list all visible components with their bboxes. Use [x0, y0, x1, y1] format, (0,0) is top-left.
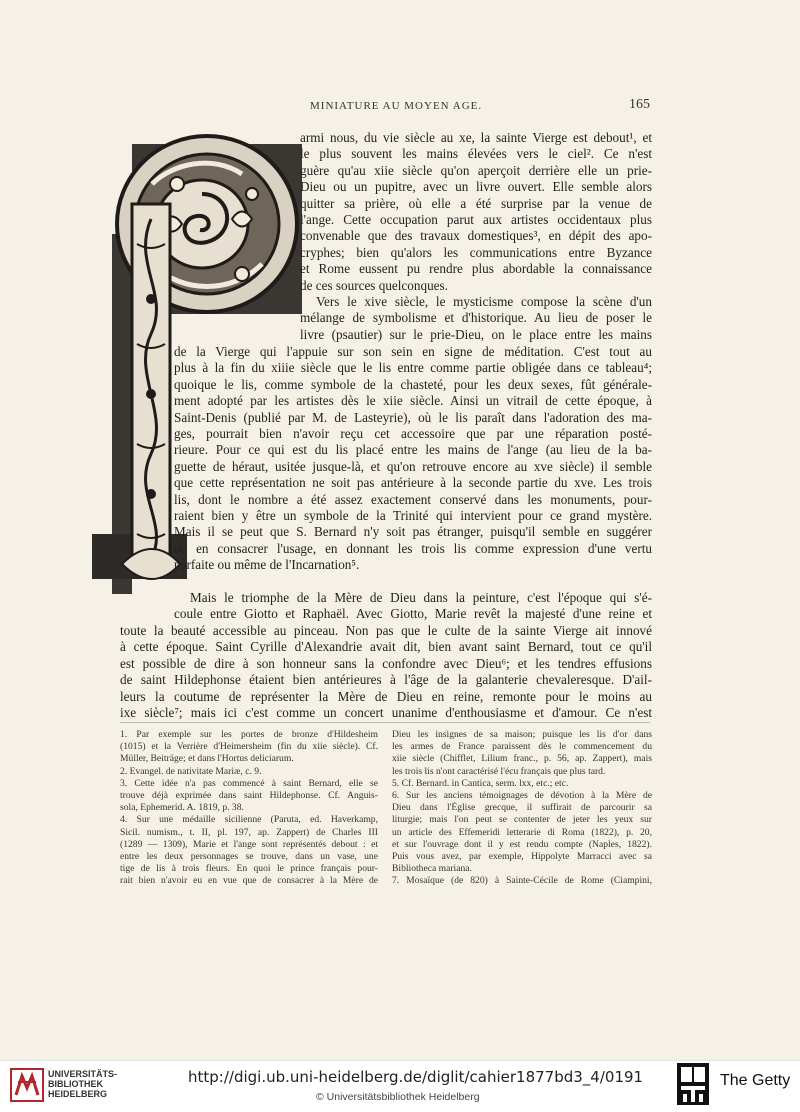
text-line: armi nous, du vie siècle au xe, la sainte Vierge est debout¹, et [300, 130, 652, 145]
text-line: Vers le xive siècle, le mysticisme compose la scène d'un [316, 294, 652, 309]
getty-label: The Getty [720, 1072, 791, 1089]
text-line: quoique le lis, comme symbole de la chasteté, pour les deux sexes, fût générale- [174, 376, 652, 392]
paragraph-3-continued [120, 623, 652, 721]
text-line: plus à la fin du xiiie siècle que le lis entre comme partie obligée dans ce tableau⁴; [174, 360, 652, 376]
text-line: toute la beauté accessible au pinceau. Non pas que le culte de la sainte Vierge ait innové [120, 623, 652, 638]
text-line: est possible de dire à son honneur sans la confondre avec Dieu⁶; et les tendres effusions [120, 655, 652, 671]
text-line: ment adopté par les artistes dès le xiie siècle. Ainsi un vitrail de cette époque, à [174, 393, 652, 409]
text-line: l'ange. Cette occupation parut aux artistes occidentaux plus [300, 212, 652, 228]
text-line: raient bien y être un symbole de la Trinité qui intervient pour ce grand mystère. [174, 508, 652, 524]
text-line: Saint-Denis (publié par M. de Lasteyrie), où le lis paraît dans l'adoration des ma- [174, 409, 652, 425]
footnote-line: et sur l'ouvrage dont il y est rendu compte (Naples, 1822). [392, 838, 652, 850]
footnote-line: 7. Mosaïque (de 820) à Sainte-Cécile de Rome (Ciampini, [392, 875, 652, 887]
text-line: Dieu ou un pupitre, avec un livre ouvert. Elle semble alors [300, 179, 652, 195]
library-name-line: UNIVERSITÄTS- [48, 1069, 118, 1079]
footnote-line: (1289 — 1309), Marie et l'ange sont représentés debout : et [120, 838, 378, 850]
text-line: livre (psautier) sur le prie-Dieu, on le place entre les mains [300, 326, 652, 342]
text-line: Mais le triomphe de la Mère de Dieu dans la peinture, c'est l'époque qui s'é- [190, 590, 652, 605]
footnote-line: 5. Cf. Bernard. in Cantica, serm. lxx, etc.; etc. [392, 777, 569, 789]
footnote-line: tige de lis à trois fleurs. En quoi le prince français pour- [120, 863, 378, 875]
text-line: guette de héraut, usitée jusque-là, et qu'on retrouve encore au xve siècle) il semble [174, 458, 652, 474]
text-line: guère qu'au xiie siècle qu'on aperçoit derrière elle un prie- [300, 162, 652, 178]
footnote-line: sola, Ephemerid. A. 1819, p. 38. [120, 802, 244, 814]
text-line: de ces sources quelconques. [300, 277, 448, 293]
getty-logo-icon [676, 1062, 710, 1106]
text-line: rieure. Pour ce qui est du lis placé entre les mains de l'ange (au lieu de la ba- [174, 442, 652, 458]
text-line: quitter sa prière, où elle a été surprise par la venue de [300, 195, 652, 211]
text-line: et Rome eussent pu rendre plus abordable la connaissance [300, 261, 652, 277]
text-line: que cette représentation ne soit pas antérieure à la seconde partie du xve. Les trois [174, 475, 652, 491]
footnote-line: Dieu dans l'Église grecque, il suffirait de parcourir sa [392, 802, 652, 814]
text-line: ges, pourrait bien n'avoir reçu cet accessoire que par une réparation posté- [174, 426, 652, 442]
text-line: lis, dont le nombre a été assez exactement conservé dans les monuments, pour- [174, 491, 652, 507]
text-line: le plus souvent les mains élevées vers le ciel². Ce n'est [300, 146, 652, 162]
footnote-line: liturgie; mais l'on peut se contenter de jeter les yeux sur [392, 814, 652, 826]
footnote-line: les trois lis n'ont caractérisé l'écu français que plus tard. [392, 765, 606, 777]
library-name-line: HEIDELBERG [48, 1089, 108, 1099]
text-line: à cette époque. Saint Cyrille d'Alexandrie avait dit, bien avant saint Bernard, tout ce qu'il [120, 639, 652, 655]
text-line: cryphes; bien qu'alors les communications entre Byzance [300, 244, 652, 260]
footnote-line: un article des Effemeridi letterarie di Roma (1822), p. 20, [392, 826, 652, 838]
paragraph-3-start [174, 590, 652, 623]
text-line: ixe siècle⁷; mais ici c'est comme un concert unanime d'enthousiasme et d'amour. Ce n'est [120, 705, 652, 721]
footnote-line: 2. Evangel. de nativitate Mariæ, c. 9. [120, 765, 262, 777]
footnote-line: 6. Sur les anciens témoignages de dévotion à la Mère de [392, 790, 652, 802]
footnote-line: 4. Sur une médaille sicilienne (Paruta, ed. Haverkamp, [120, 814, 378, 826]
page-number: 165 [629, 97, 650, 112]
footnote-line: (1015) et la Verrière d'Heimersheim (fin du xiie siècle). Cf. [120, 741, 378, 753]
text-line: Mais il se peut que S. Bernard n'y soit pas étranger, puisqu'il semble en suggérer [174, 524, 652, 540]
footnote-line: les armes de France paraissent dès le commencement du [392, 741, 652, 753]
text-line: leurs la coutume de représenter la Mère de Dieu en reine, remonte pour le moins au [120, 688, 652, 704]
university-library-logo-icon [10, 1068, 44, 1102]
footnote-line: trouve déjà exprimée dans saint Hildephonse. Cf. Anguis- [120, 790, 378, 802]
text-line: convenable que des travaux domestiques³, en dépit des apo- [300, 228, 652, 244]
paragraph-1 [300, 130, 652, 294]
footnote-divider [120, 722, 650, 723]
footnote-line: entre les deux personnages se trouve, dans un vase, une [120, 851, 378, 863]
paragraph-2-continued [174, 344, 652, 574]
permalink-url[interactable]: http://digi.ub.uni-heidelberg.de/diglit/cahier1877bd3_4/0191 [188, 1068, 644, 1086]
text-line: parfaite ou même de l'Incarnation⁵. [174, 557, 360, 573]
footnotes-left [120, 729, 378, 888]
copyright-notice: © Universitätsbibliothek Heidelberg [316, 1091, 480, 1103]
text-line: de saint Hildephonse étaient bien antérieures à l'âge de la galanterie chevaleresque. D'ail- [120, 672, 652, 688]
footnote-line: 1. Par exemple sur les portes de bronze d'Hildesheim [120, 729, 378, 740]
footnote-line: 3. Cette idée n'a pas commencé à saint Bernard, elle se [120, 777, 378, 789]
library-name-line: BIBLIOTHEK [48, 1079, 103, 1089]
footnotes-right [392, 729, 652, 888]
library-name [48, 1069, 117, 1099]
running-head: MINIATURE AU MOYEN AGE. [310, 100, 483, 112]
footnote-line: Bibliotheca mariana. [392, 863, 472, 875]
footnote-line: Sicil. numism., t. II, pl. 197, ap. Zappert) de Charles III [120, 826, 378, 838]
footnote-line: rait bien n'avoir eu en vue que de consacrer à la Mère de [120, 875, 378, 887]
footnote-line: Dieu les insignes de sa maison; puisque les lis d'or dans [392, 729, 652, 740]
footnote-line: xiie siècle (Chifflet, Lilium franc., p. 56, ap. Zappert), mais [392, 753, 652, 765]
text-line: de la Vierge qui l'appuie sur son sein en signe de méditation. C'est tout au [174, 344, 652, 359]
footnote-line: Puis vous avez, par exemple, Hippolyte Marracci avec sa [392, 851, 652, 863]
text-line: coule entre Giotto et Raphaël. Avec Giotto, Marie revêt la majesté d'une reine et [174, 606, 652, 622]
text-line: ou en consacrer l'usage, en donnant les trois lis comme expression d'une vertu [174, 540, 652, 556]
paragraph-2-start [300, 294, 652, 343]
text-line: mélange de symbolisme et d'historique. Au lieu de poser le [300, 310, 652, 326]
footnote-line: Müller, Beiträge; et dans l'Hortus deliciarum. [120, 753, 294, 765]
